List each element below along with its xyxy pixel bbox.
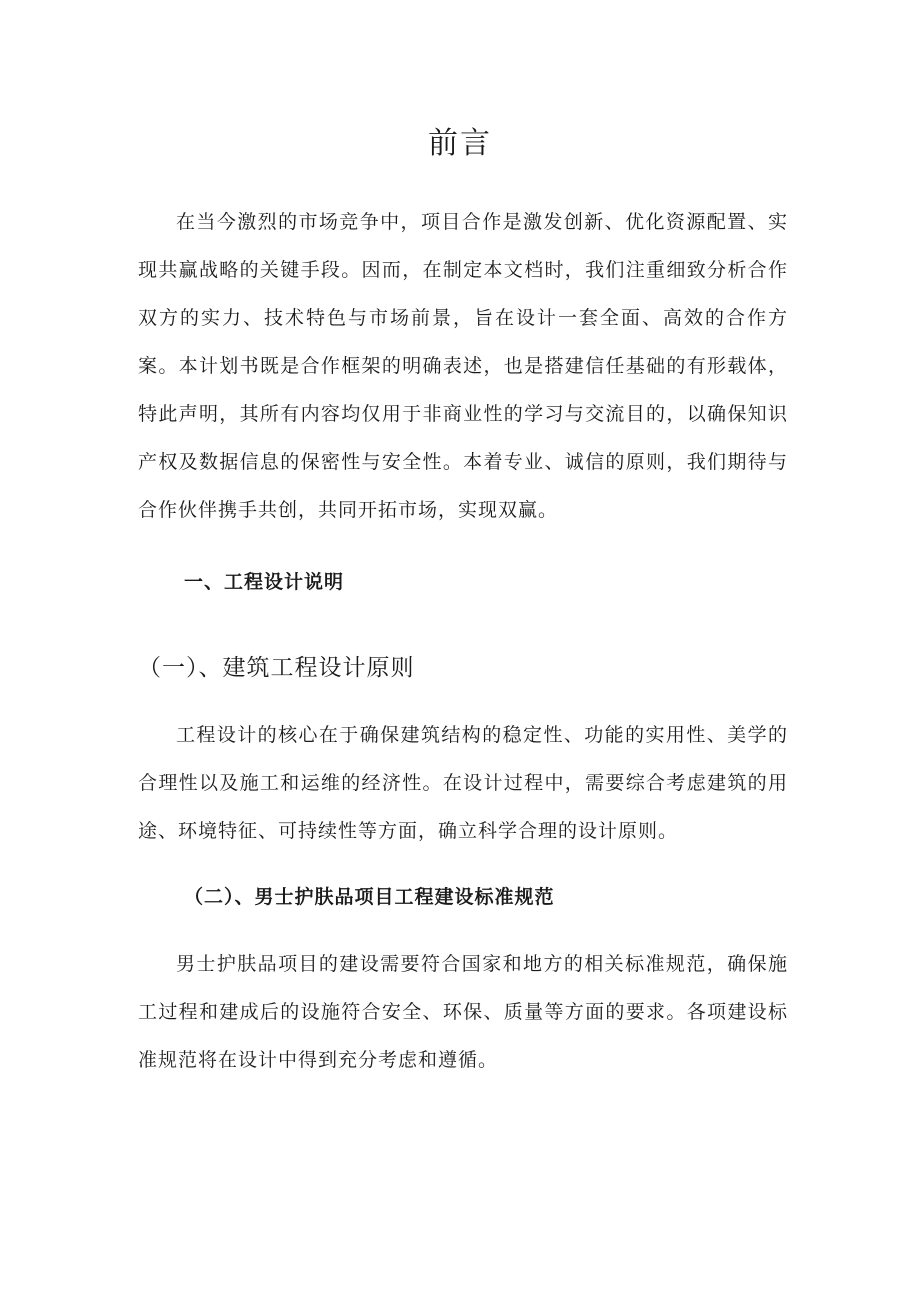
subsection-heading-design-principles: （一）、建筑工程设计原则 [138, 655, 415, 681]
page-title: 前言 [428, 126, 492, 161]
section-heading-engineering-design: 一、工程设计说明 [184, 571, 345, 593]
preface-paragraph: 在当今激烈的市场竞争中，项目合作是激发创新、优化资源配置、实现共赢战略的关键手段。因而，在制定本文档时，我们注重细致分析合作双方的实力、技术特色与市场前景，旨在设计一套全面、高效的合作方案。本计划书既是合作框架的明确表述，也是搭建信任基础的有形载体，特此声明，其所有内容均仅用于非商业性的学习与交流目的，以确保知识产权及数据信息的保密性与安全性。本着专业、诚信的原则，我们期待与合作伙伴携手共创，共同开拓市场，实现双赢。 [138, 211, 788, 521]
construction-standards-paragraph: 男士护肤品项目的建设需要符合国家和地方的相关标准规范，确保施工过程和建成后的设施符合安全、环保、质量等方面的要求。各项建设标准规范将在设计中得到充分考虑和遵循。 [138, 953, 788, 1071]
subsection-heading-construction-standards: （二）、男士护肤品项目工程建设标准规范 [184, 886, 555, 908]
design-principles-paragraph: 工程设计的核心在于确保建筑结构的稳定性、功能的实用性、美学的合理性以及施工和运维的经济性。在设计过程中，需要综合考虑建筑的用途、环境特征、可持续性等方面，确立科学合理的设计原则。 [138, 724, 788, 842]
